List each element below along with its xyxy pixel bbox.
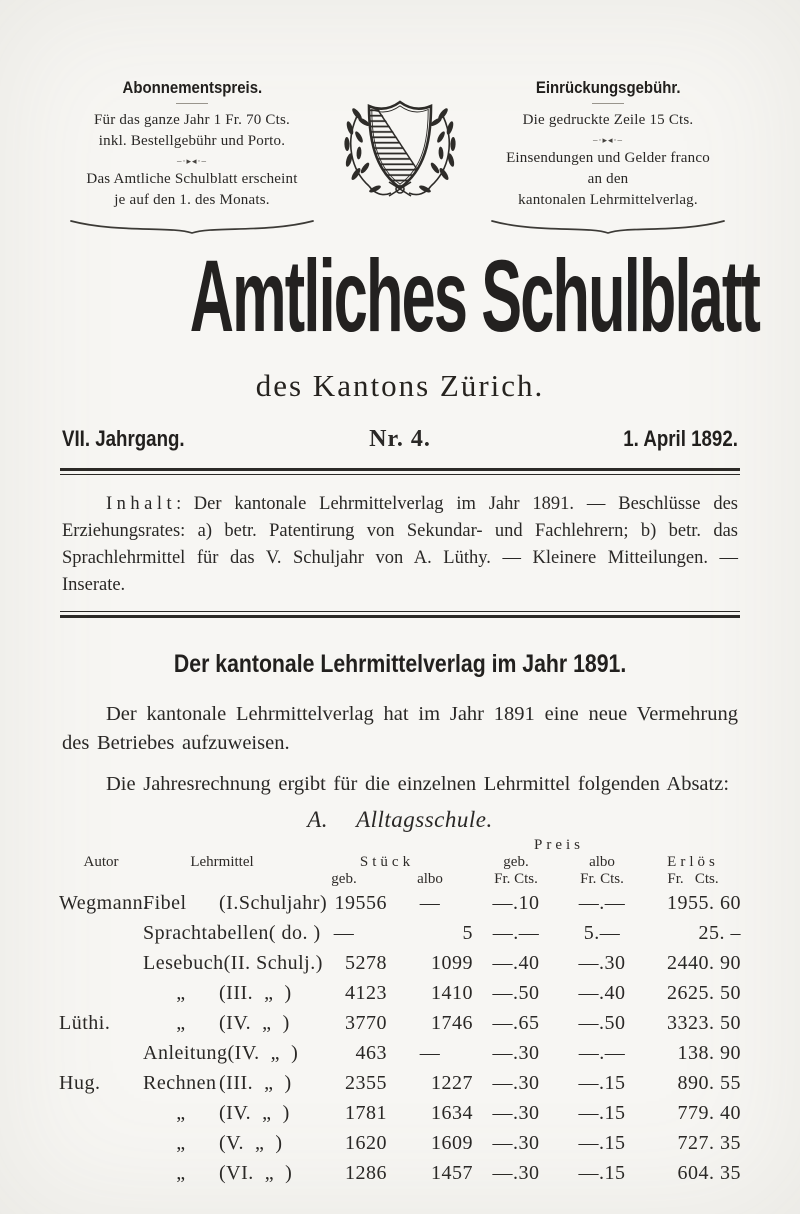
cell-erloes: 890. 55 [677,1072,741,1094]
cell-preis-geb: —.30 [492,1042,540,1064]
cell-stueck-geb: 1620 [345,1132,387,1154]
lehrmittel-schoolyear: (I.Schuljahr) [219,892,328,914]
newspaper-subtitle: des Kantons Zürich. [255,368,545,403]
absatz-table [59,837,741,1188]
lehrmittel-name: „ [176,1102,186,1124]
cell-erloes: 3323. 50 [667,1012,741,1034]
cell-erloes: 1955. 60 [667,892,741,914]
cell-autor [59,948,143,978]
lehrmittel-name: Rechnen [143,1072,217,1094]
empty-cell [59,837,473,854]
table-row [59,1068,741,1098]
article-paragraph-2: Die Jahresrechnung ergibt für die einzelnen Lehrmittel folgenden Absatz: [106,773,730,795]
table-header-row-main [59,854,741,871]
table-header-row-sub [59,871,741,888]
cell-autor: Hug. [59,1072,101,1094]
table-header-row-preis [59,837,741,854]
table-row [59,978,741,1008]
lehrmittel-name: „ [176,1162,186,1184]
cell-preis-geb: —.50 [492,982,540,1004]
cell-stueck-geb: 463 [355,1042,387,1064]
cell-lehrmittel [143,1158,301,1188]
cell-erloes: 25. – [698,922,741,944]
issue-number: Nr. 4. [369,426,431,452]
header-stueck-albo: albo [417,871,443,887]
cell-stueck-geb: 5278 [345,952,387,974]
cell-stueck-albo: 1410 [431,982,473,1004]
header-autor: Autor [83,854,119,870]
insertion-fee-heading [474,78,742,100]
subscription-line: inkl. Bestellgebühr und Porto. [98,133,286,149]
table-row [59,1128,741,1158]
issue-date-text: 1. April 1892. [623,426,738,451]
header-erloes: Erlös [667,854,719,870]
subscription-line: Für das ganze Jahr 1 Fr. 70 Cts. [94,112,290,128]
header-stueck: Stück [359,854,415,870]
cell-preis-albo: —.— [578,1042,626,1064]
table-row [59,1008,741,1038]
insertion-fee-block [474,78,742,234]
insertion-fee-line: an den [587,171,629,187]
lehrmittel-name: Anleitung [143,1042,228,1064]
brace-ornament-icon [67,218,317,234]
cell-lehrmittel [143,1038,301,1068]
cell-autor [59,1128,143,1158]
cell-stueck-geb: 1781 [345,1102,387,1124]
lehrmittel-name: „ [176,1132,186,1154]
cell-lehrmittel [143,948,323,978]
cell-autor: Wegmann. [59,892,149,914]
lehrmittel-schoolyear: (IV. „ ) [219,1012,290,1034]
cell-stueck-albo: 5 [462,922,473,944]
table-row [59,918,741,948]
ornament-divider-icon: –·▸◂·– [592,135,624,145]
newspaper-title-text: Amtliches Schulblatt [189,239,760,353]
cell-preis-geb: —.30 [492,1162,540,1184]
divider-rule [176,103,208,104]
cell-lehrmittel [143,1128,301,1158]
cell-stueck-albo: 1227 [431,1072,473,1094]
contents-text: Der kantonale Lehrmittelverlag im Jahr 1891. — Beschlüsse des Erziehungsrates: a) betr. Patentirung von Sekundar- und Fachlehrern; b) betr. das Sprachlehrmittel für das V. Schuljahr von A. Lüthy. — Kleinere Mitteilungen. — Inserate. [62,494,738,595]
empty-cell [143,871,301,888]
empty-cell [645,837,741,854]
header-frcts-erloes: Fr. Cts. [667,871,719,887]
cell-erloes: 727. 35 [677,1132,741,1154]
cell-preis-albo: —.15 [578,1102,626,1124]
table-row [59,1038,741,1068]
volume-text: VII. Jahrgang. [62,426,185,451]
double-rule-top [60,468,740,475]
cell-stueck-geb: 4123 [345,982,387,1004]
cell-erloes: 604. 35 [677,1162,741,1184]
cell-preis-albo: —.15 [578,1162,626,1184]
insertion-fee-line: Die gedruckte Zeile 15 Cts. [522,112,694,128]
brace-ornament-icon [488,218,728,234]
cell-stueck-albo: 1457 [431,1162,473,1184]
cell-preis-albo: —.30 [578,952,626,974]
subscription-line: Das Amtliche Schulblatt erscheint [86,171,298,187]
contents-label: Inhalt: [106,494,186,514]
subscription-info-block [58,78,326,234]
header-frcts-albo: Fr. Cts. [580,871,624,887]
cell-autor [59,918,143,948]
cell-stueck-albo: 1746 [431,1012,473,1034]
table-row [59,948,741,978]
header-stueck-geb: geb. [331,871,357,887]
lehrmittel-schoolyear: (IV. „ ) [219,1102,290,1124]
cell-lehrmittel [143,978,301,1008]
lehrmittel-name: Fibel [143,892,187,914]
cell-stueck-geb: 1286 [345,1162,387,1184]
cell-stueck-albo: 1609 [431,1132,473,1154]
insertion-fee-line: Einsendungen und Gelder franco [506,150,710,166]
section-name: Alltagsschule. [356,807,493,832]
cell-preis-albo: —.15 [578,1072,626,1094]
header-preis-geb: geb. [503,854,529,870]
divider-rule [592,103,624,104]
cell-preis-geb: —.10 [492,892,540,914]
lehrmittel-schoolyear: (IV. „ ) [227,1042,299,1064]
cell-preis-albo: 5.— [583,922,621,944]
cell-stueck-geb: 3770 [345,1012,387,1034]
cell-autor [59,1098,143,1128]
cell-stueck-geb: 19556 [334,892,387,914]
table-row [59,1158,741,1188]
cell-preis-geb: —.65 [492,1012,540,1034]
empty-cell [59,871,143,888]
cell-preis-geb: —.30 [492,1102,540,1124]
cell-lehrmittel [143,1068,301,1098]
cell-lehrmittel [143,1008,301,1038]
cell-lehrmittel [143,918,321,948]
ornament-divider-icon: –·▸◂·– [176,156,208,166]
lehrmittel-schoolyear: (II. Schulj.) [223,952,323,974]
issue-date [431,426,738,452]
cell-preis-albo: —.50 [578,1012,626,1034]
cell-autor [59,1158,143,1188]
subscription-heading-text: Abonnementspreis. [122,78,262,97]
subscription-line: je auf den 1. des Monats. [114,192,270,208]
cell-stueck-albo: — [419,1042,441,1064]
cell-erloes: 2440. 90 [667,952,741,974]
cell-preis-albo: —.15 [578,1132,626,1154]
cell-autor [59,1038,143,1068]
volume-label [62,426,369,452]
lehrmittel-schoolyear: (V. „ ) [219,1132,283,1154]
article-heading-text: Der kantonale Lehrmittelverlag im Jahr 1891. [173,650,627,678]
lehrmittel-name: Lesebuch [143,952,224,974]
header-lehrmittel: Lehrmittel [190,854,254,870]
cell-autor: Lüthi. [59,1012,111,1034]
lehrmittel-schoolyear: (VI. „ ) [219,1162,293,1184]
table-row [59,1098,741,1128]
lehrmittel-schoolyear: ( do. ) [268,922,321,944]
zurich-coat-of-arms-icon [334,86,466,211]
cell-erloes: 138. 90 [677,1042,741,1064]
section-heading [0,807,800,833]
cell-stueck-geb: 2355 [345,1072,387,1094]
table-row [59,888,741,918]
lehrmittel-name: „ [176,1012,186,1034]
cell-lehrmittel [143,1098,301,1128]
masthead [0,0,800,234]
lehrmittel-name: „ [176,982,186,1004]
cell-preis-geb: —.40 [492,952,540,974]
lehrmittel-schoolyear: (III. „ ) [219,982,292,1004]
issue-info-row [0,426,800,453]
newspaper-title [0,240,800,354]
lehrmittel-schoolyear: (III. „ ) [219,1072,292,1094]
table-body [59,888,741,1188]
subscription-heading [58,78,326,100]
cell-preis-albo: —.40 [578,982,626,1004]
double-rule-bottom [60,611,740,618]
cell-preis-geb: —.30 [492,1132,540,1154]
insertion-fee-line: kantonalen Lehrmittelverlag. [518,192,698,208]
article-paragraph-1: Der kantonale Lehrmittelverlag hat im Jahr 1891 eine neue Vermehrung des Betriebes aufzuweisen. [62,703,738,754]
header-preis: Preis [534,837,584,853]
cell-preis-geb: —.— [492,922,540,944]
cell-stueck-albo: — [419,892,441,914]
header-preis-albo: albo [589,854,615,870]
article-heading [0,650,800,680]
cell-preis-geb: —.30 [492,1072,540,1094]
cell-autor [59,978,143,1008]
header-frcts-geb: Fr. Cts. [494,871,538,887]
cell-erloes: 779. 40 [677,1102,741,1124]
cell-preis-albo: —.— [578,892,626,914]
table-of-contents [62,491,738,599]
cell-lehrmittel [143,888,328,918]
cell-stueck-geb: — [333,922,355,944]
cell-stueck-albo: 1634 [431,1102,473,1124]
section-letter: A. [307,807,329,832]
lehrmittel-name: Sprachtabellen [143,922,269,944]
cell-stueck-albo: 1099 [431,952,473,974]
insertion-fee-heading-text: Einrückungsgebühr. [535,78,681,97]
cell-erloes: 2625. 50 [667,982,741,1004]
